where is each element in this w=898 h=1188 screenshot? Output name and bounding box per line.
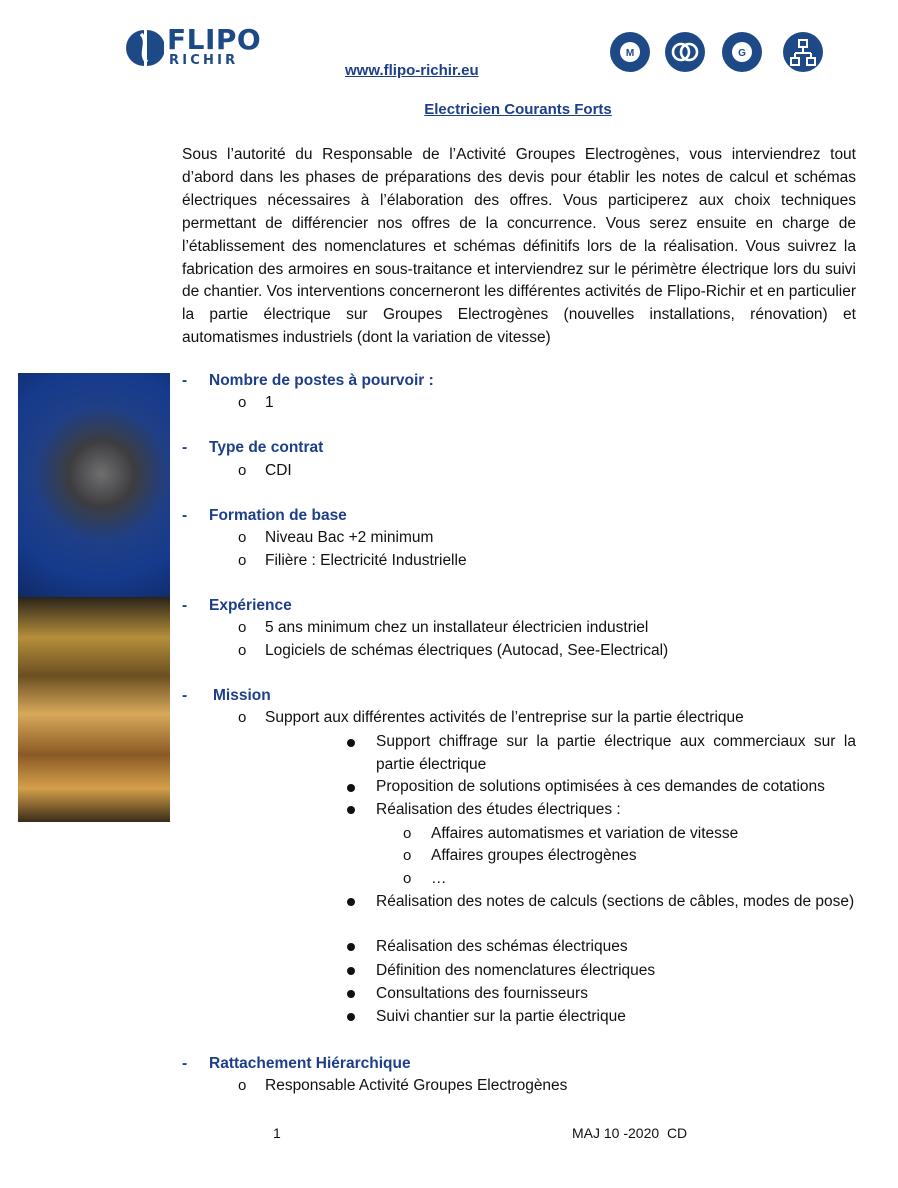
bullet-item: Consultations des fournisseurs <box>376 985 588 1002</box>
list-marker: o <box>403 825 412 842</box>
list-item: Logiciels de schémas électriques (Autocad, See-Electrical) <box>265 642 669 659</box>
sub-list-item: … <box>431 870 447 887</box>
intro-paragraph: Sous l’autorité du Responsable de l’Activité Groupes Electrogènes, vous interviendrez tout d’abord dans les phases de préparations des devis pour établir les notes de calcul et schémas électriques nécessaires à l’élaboration des offres. Vous participerez aux choix techniques permettant de différencier nos offres de la concurrence. Vous serez ensuite en charge de l’établissement des nomenclatures et schémas définitifs lors de la réalisation. Vous suivrez la fabrication des armoires en sous-traitance et interviendrez sur le périmètre électrique lors du suivi de chantier. Vos interventions concerneront les différentes activités de Flipo-Richir et en particulier la partie électrique sur Groupes Electrogènes (nouvelles installations, rénovation) et automatismes industriels (dont la variation de vitesse) <box>182 146 856 347</box>
network-icon <box>783 32 823 72</box>
section-dash: - <box>182 507 188 524</box>
list-item: 5 ans minimum chez un installateur électricien industriel <box>265 619 649 636</box>
update-note: MAJ 10 -2020 CD <box>572 1125 688 1141</box>
electrical-cabinet-photo <box>18 148 170 373</box>
website-link[interactable]: www.flipo-richir.eu <box>345 62 479 79</box>
list-marker: o <box>238 462 247 479</box>
section-heading-contrat: Type de contrat <box>209 439 324 456</box>
list-item: Niveau Bac +2 minimum <box>265 529 434 546</box>
bullet-dot <box>347 739 355 747</box>
bullet-dot <box>347 990 355 998</box>
g-circle-icon <box>722 32 762 72</box>
section-heading-formation: Formation de base <box>209 507 347 524</box>
list-marker: o <box>238 552 247 569</box>
list-item: 1 <box>265 394 274 411</box>
bullet-dot <box>347 967 355 975</box>
list-item: Support aux différentes activités de l’entreprise sur la partie électrique <box>265 709 744 726</box>
section-heading-rattachement: Rattachement Hiérarchique <box>209 1055 411 1072</box>
bullet-item: Définition des nomenclatures électriques <box>376 962 656 979</box>
bullet-item: Proposition de solutions optimisées à ces demandes de cotations <box>376 778 825 795</box>
list-marker: o <box>403 847 412 864</box>
double-ring-icon <box>665 32 705 72</box>
logo-mark-icon <box>124 28 164 68</box>
list-marker: o <box>238 1077 247 1094</box>
list-marker: o <box>238 619 247 636</box>
bullet-dot <box>347 784 355 792</box>
copper-coils-photo <box>18 597 170 822</box>
bullet-dot <box>347 898 355 906</box>
page-number: 1 <box>273 1125 281 1141</box>
sub-list-item: Affaires automatismes et variation de vitesse <box>431 825 739 842</box>
bullet-item: Suivi chantier sur la partie électrique <box>376 1008 626 1025</box>
section-dash: - <box>182 439 188 456</box>
section-dash: - <box>182 597 188 614</box>
section-heading-mission: Mission <box>213 687 271 704</box>
bullet-item: Réalisation des notes de calculs (sections de câbles, modes de pose) <box>376 893 855 910</box>
document-title: Electricien Courants Forts <box>424 101 612 118</box>
list-item: Responsable Activité Groupes Electrogènes <box>265 1077 568 1094</box>
list-marker: o <box>238 642 247 659</box>
m-circle-icon <box>610 32 650 72</box>
list-item: Filière : Electricité Industrielle <box>265 552 467 569</box>
section-dash: - <box>182 372 188 389</box>
list-marker: o <box>403 870 412 887</box>
logo-text-flipo: FLIPO <box>167 23 262 56</box>
list-item: CDI <box>265 462 292 479</box>
list-marker: o <box>238 394 247 411</box>
bullet-item: Réalisation des études électriques : <box>376 801 621 818</box>
bullet-item: Support chiffrage sur la partie électrique aux commerciaux sur la partie électrique <box>376 733 856 773</box>
engine-photo <box>18 373 170 597</box>
section-heading-experience: Expérience <box>209 597 292 614</box>
list-marker: o <box>238 529 247 546</box>
bullet-dot <box>347 806 355 814</box>
sub-list-item: Affaires groupes électrogènes <box>431 847 637 864</box>
logo-text-richir: RICHIR <box>169 53 239 68</box>
bullet-dot <box>347 943 355 951</box>
section-dash: - <box>182 687 188 704</box>
g-icon-letter: G <box>738 48 746 59</box>
stator-winding-photo <box>18 822 170 1046</box>
m-icon-letter: M <box>625 48 635 59</box>
bullet-item: Réalisation des schémas électriques <box>376 938 628 955</box>
section-dash: - <box>182 1055 188 1072</box>
list-marker: o <box>238 709 247 726</box>
bullet-dot <box>347 1013 355 1021</box>
section-heading-postes: Nombre de postes à pourvoir : <box>209 372 434 389</box>
